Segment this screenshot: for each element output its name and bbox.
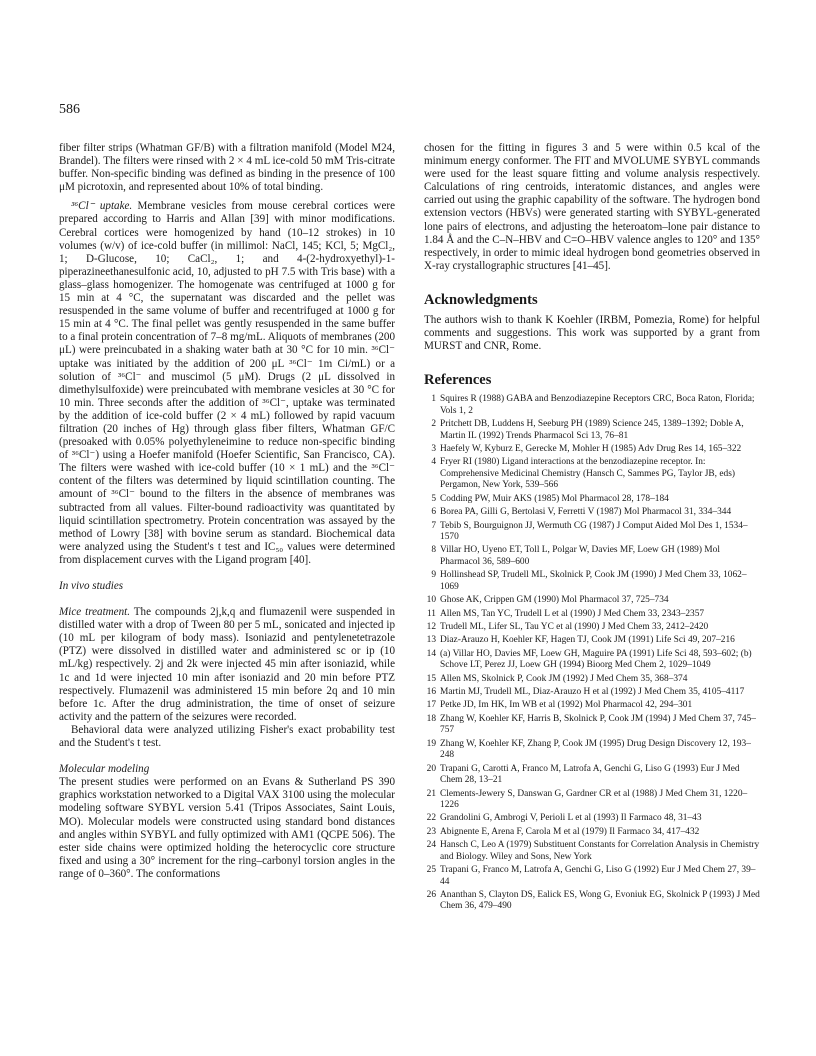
molecular-modeling-heading: Molecular modeling: [59, 763, 150, 776]
reference-number: 20: [426, 763, 436, 774]
reference-text: Tebib S, Bourguignon JJ, Wermuth CG (1987) J Comput Aided Mol Des 1, 1534–1570: [440, 520, 748, 543]
reference-text: Petke JD, Im HK, Im WB et al (1992) Mol Pharmacol 42, 294–301: [440, 700, 693, 711]
reference-item: [424, 649, 760, 672]
reference-item: [424, 394, 760, 417]
reference-number: 12: [426, 622, 436, 633]
reference-text: Clements-Jewery S, Danswan G, Gardner CR et al (1988) J Med Chem 31, 1220–1226: [440, 788, 748, 811]
right-column: [424, 142, 760, 915]
reference-number: 6: [431, 507, 436, 518]
mice-treatment-heading: Mice treatment.: [59, 606, 131, 619]
references-heading: References: [424, 372, 492, 389]
reference-text: Diaz-Arauzo H, Koehler KF, Hagen TJ, Cook JM (1991) Life Sci 49, 207–216: [440, 635, 735, 646]
reference-text: Martin MJ, Trudell ML, Diaz-Arauzo H et al (1992) J Med Chem 35, 4105–4117: [440, 687, 745, 698]
reference-number: 16: [426, 687, 436, 698]
reference-item: [424, 609, 760, 621]
reference-item: [424, 622, 760, 634]
reference-text: Ghose AK, Crippen GM (1990) Mol Pharmacol 37, 725–734: [440, 595, 669, 606]
reference-text: Villar HO, Uyeno ET, Toll L, Polgar W, Davies MF, Loew GH (1989) Mol Pharmacol 36, 589–600: [440, 545, 720, 567]
reference-item: [424, 700, 760, 712]
reference-number: 1: [431, 394, 436, 405]
reference-item: [424, 494, 760, 506]
reference-text: (a) Villar HO, Davies MF, Loew GH, Maguire PA (1991) Life Sci 48, 593–602; (b) Schove LT, Perez JJ, Loew GH (1994) Bioorg Med Chem 2, 1029–1049: [440, 648, 752, 671]
chloride-uptake-paragraph: [59, 200, 395, 567]
reference-text: Trudell ML, Lifer SL, Tau YC et al (1990) J Med Chem 33, 2412–2420: [440, 622, 709, 633]
references-list: [424, 394, 760, 913]
reference-item: [424, 865, 760, 888]
reference-number: 24: [426, 840, 436, 851]
reference-text: Haefely W, Kyburz E, Gerecke M, Mohler H (1985) Adv Drug Res 14, 165–322: [440, 444, 742, 454]
reference-text: Trapani G, Carotti A, Franco M, Latrofa A, Genchi G, Liso G (1993) Eur J Med Chem 28, 13–21: [440, 763, 740, 786]
reference-number: 26: [426, 889, 436, 900]
reference-text: Hollinshead SP, Trudell ML, Skolnick P, Cook JM (1990) J Med Chem 33, 1062–1069: [440, 570, 747, 592]
reference-number: 18: [426, 713, 436, 724]
reference-item: [424, 714, 760, 737]
reference-number: 21: [426, 788, 436, 799]
left-column: [59, 142, 395, 881]
in-vivo-heading: In vivo studies: [59, 580, 124, 592]
reference-text: Zhang W, Koehler KF, Zhang P, Cook JM (1995) Drug Design Discovery 12, 193–248: [440, 738, 751, 761]
reference-item: [424, 507, 760, 519]
reference-text: Allen MS, Skolnick P, Cook JM (1992) J Med Chem 35, 368–374: [440, 673, 688, 684]
molecular-modeling-body: The present studies were performed on an Evans & Sutherland PS 390 graphics workstation networked to a Digital VAX 3100 using the molecular modeling software SYBYL version 5.41 (Tripos Associates, Saint Louis, MO). Molecular models were constructed using standard bond distances and angles within SYBYL and fully optimized with AM1 (QCPE 506). The ester side chains were optimized holding the heterocyclic core structure fixed and using a 30° increment for the ring–carbonyl torsion angles in the range of 0–360°. The conformations: [59, 776, 395, 880]
reference-number: 25: [426, 865, 436, 876]
reference-number: 17: [426, 700, 436, 711]
reference-text: Ananthan S, Clayton DS, Ealick ES, Wong G, Evoniuk EG, Skolnick P (1993) J Med Chem 36, 479–490: [440, 889, 760, 912]
reference-item: [424, 890, 760, 913]
reference-text: Abignente E, Arena F, Carola M et al (1979) Il Farmaco 34, 417–432: [440, 826, 700, 837]
acknowledgments-heading: Acknowledgments: [424, 291, 538, 308]
mice-treatment-paragraph: [59, 606, 395, 724]
reference-item: [424, 570, 760, 593]
reference-item: [424, 674, 760, 686]
reference-number: 7: [431, 520, 436, 531]
reference-item: [424, 595, 760, 607]
reference-item: [424, 739, 760, 762]
reference-item: [424, 840, 760, 863]
reference-text: Borea PA, Gilli G, Bertolasi V, Ferretti V (1987) Mol Pharmacol 31, 334–344: [440, 507, 732, 518]
reference-item: [424, 813, 760, 825]
reference-item: [424, 419, 760, 442]
reference-number: 19: [426, 738, 436, 749]
reference-item: [424, 687, 760, 699]
modeling-continuation: chosen for the fitting in figures 3 and 5 were within 0.5 kcal of the minimum energy conformer. The FIT and MVOLUME SYBYL commands were used for the least square fitting and volume analysis respectively. Calculations of ring centroids, interatomic distances, and angles were carried out using the graphic capability of the software. The hydrogen bond extension vectors (HBVs) were generated starting with SYBYL-generated lone pairs of electrons, and adjusting the heteroatom–lone pair distance to 1.84 Å and the C–N–HBV and C=O–HBV valence angles to 120° and 135° respectively, in order to mimic ideal hydrogen bond geometries observed in X-ray crystallographic structures [41–45].: [424, 142, 760, 272]
reference-number: 15: [426, 673, 436, 684]
acknowledgments-body: The authors wish to thank K Koehler (IRBM, Pomezia, Rome) for helpful comments and suggestions. This work was supported by a grant from MURST and CNR, Rome.: [424, 313, 760, 353]
reference-number: 10: [426, 595, 436, 606]
reference-item: [424, 444, 760, 456]
reference-number: 11: [426, 608, 436, 619]
reference-text: Zhang W, Koehler KF, Harris B, Skolnick P, Cook JM (1994) J Med Chem 37, 745–757: [440, 713, 756, 736]
reference-item: [424, 521, 760, 544]
reference-text: Squires R (1988) GABA and Benzodiazepine Receptors CRC, Boca Raton, Florida; Vols 1, 2: [440, 394, 755, 416]
reference-number: 4: [431, 457, 436, 468]
reference-item: [424, 635, 760, 647]
reference-number: 23: [426, 826, 436, 837]
chloride-uptake-body: Membrane vesicles from mouse cerebral cortices were prepared according to Harris and Allan [39] with minor modifications. Cerebral cortices were homogenized by hand (10–12 strokes) in 10 volumes (w/v) of ice-cold buffer (in millimol: NaCl, 145; KCl, 5; MgCl₂, 1; D-Glucose, 10; CaCl₂, 1; and 4-(2-hydroxyethyl)-1-piperazineethanesulfonic acid, 10, adjusted to pH 7.5 with Tris base) with a glass–glass homogenizer. The homogenate was centrifuged at 1000 g for 15 min at 4 °C, the supernatant was discarded and the pellet was resuspended in the same volume of buffer and recentrifuged at 1000 g for 15 min at 4 °C. The final pellet was gently resuspended in the same buffer to a final protein concentration of 7–8 mg/mL. Aliquots of membranes (200 μL) were preincubated in a shaking water bath at 30 °C for 10 min. ³⁶Cl⁻ uptake was initiated by the addition of 200 μL ³⁶Cl⁻ 1m Ci/mL) or a solution of ³⁶Cl⁻ and muscimol (5 μM). Drugs (2 μL dissolved in dimethylsulfoxide) were preincubated with membrane vesicles at 30 °C for 10 min. Three seconds after the addition of ³⁶Cl⁻, uptake was terminated by the addition of ice-cold buffer (2 × 4 mL) followed by rapid vacuum filtration (20 inches of Hg) through glass fiber filters, Whatman GF/C (presoaked with 0.05% polyethyleneimine to reduce non-specific binding of ³⁶Cl⁻) using a Hoefer manifold (Hoefer Scientific, San Francisco, CA). The filters were washed with ice-cold buffer (10 × 1 mL) and the ³⁶Cl⁻ content of the filters was determined by liquid scintillation counting. The amount of ³⁶Cl⁻ bound to the filters in the absence of membranes was subtracted from all values. Filter-bound radioactivity was quantitated by liquid scintillation spectrometry. Protein concentration was assayed by the method of Lowry [38] with bovine serum as standard. Biochemical data were analyzed using the Student's t test and IC₅₀ values were determined from displacement curves with the Ligand program [40].: [59, 200, 395, 566]
reference-number: 3: [431, 444, 436, 454]
reference-item: [424, 789, 760, 812]
reference-number: 13: [426, 635, 436, 646]
reference-text: Trapani G, Franco M, Latrofa A, Genchi G, Liso G (1992) Eur J Med Chem 27, 39–44: [440, 865, 756, 887]
chloride-uptake-heading: ³⁶Cl⁻ uptake.: [71, 200, 133, 213]
reference-number: 2: [431, 419, 436, 430]
reference-item: [424, 457, 760, 492]
reference-number: 22: [426, 813, 436, 824]
reference-text: Grandolini G, Ambrogi V, Perioli L et al (1993) Il Farmaco 48, 31–43: [440, 813, 702, 824]
mice-treatment-body: The compounds 2j,k,q and flumazenil were suspended in distilled water with a drop of Tween 80 per 5 mL, sonicated and injected ip (10 mL per kilogram of body mass). Isoniazid and pentylenetetrazole (PTZ) were dissolved in distilled water and administered sc or ip (10 mL/kg) respectively. 2j and 2k were injected 45 min after isoniazid, while 1c and 1d were injected 10 min after isoniazid and 20 min before PTZ respectively. Flumazenil was administered 15 min before 2q and 10 min before 1c. After the drug administration, the time of onset of seizure activity and the pattern of the seizures were recorded.: [59, 606, 395, 723]
behavioral-paragraph: Behavioral data were analyzed utilizing Fisher's exact probability test and the Student's t test.: [59, 723, 395, 750]
binding-paragraph-end: fiber filter strips (Whatman GF/B) with a filtration manifold (Model M24, Brandel). The filters were rinsed with 2 × 4 mL ice-cold 50 mM Tris-citrate buffer. Non-specific binding was defined as binding in the presence of 100 μM picrotoxin, and represented about 10% of total binding.: [59, 142, 395, 194]
reference-item: [424, 827, 760, 839]
reference-text: Allen MS, Tan YC, Trudell L et al (1990) J Med Chem 33, 2343–2357: [440, 608, 705, 619]
reference-number: 8: [431, 545, 436, 556]
reference-text: Hansch C, Leo A (1979) Substituent Constants for Correlation Analysis in Chemistry and Biology. Wiley and Sons, New York: [440, 840, 760, 862]
page-number: 586: [59, 102, 80, 117]
reference-number: 14: [426, 648, 436, 659]
reference-item: [424, 764, 760, 787]
reference-text: Fryer RI (1980) Ligand interactions at the benzodiazepine receptor. In: Comprehensive Medicinal Chemistry (Hansch C, Sammes PG, Taylor JB, eds) Pergamon, New York, 539–566: [440, 457, 735, 491]
reference-text: Pritchett DB, Luddens H, Seeburg PH (1989) Science 245, 1389–1392; Doble A, Martin IL (1992) Trends Pharmacol Sci 13, 76–81: [440, 419, 744, 441]
reference-item: [424, 545, 760, 568]
reference-number: 5: [431, 493, 436, 504]
reference-text: Codding PW, Muir AKS (1985) Mol Pharmacol 28, 178–184: [440, 493, 669, 504]
reference-number: 9: [431, 570, 436, 581]
